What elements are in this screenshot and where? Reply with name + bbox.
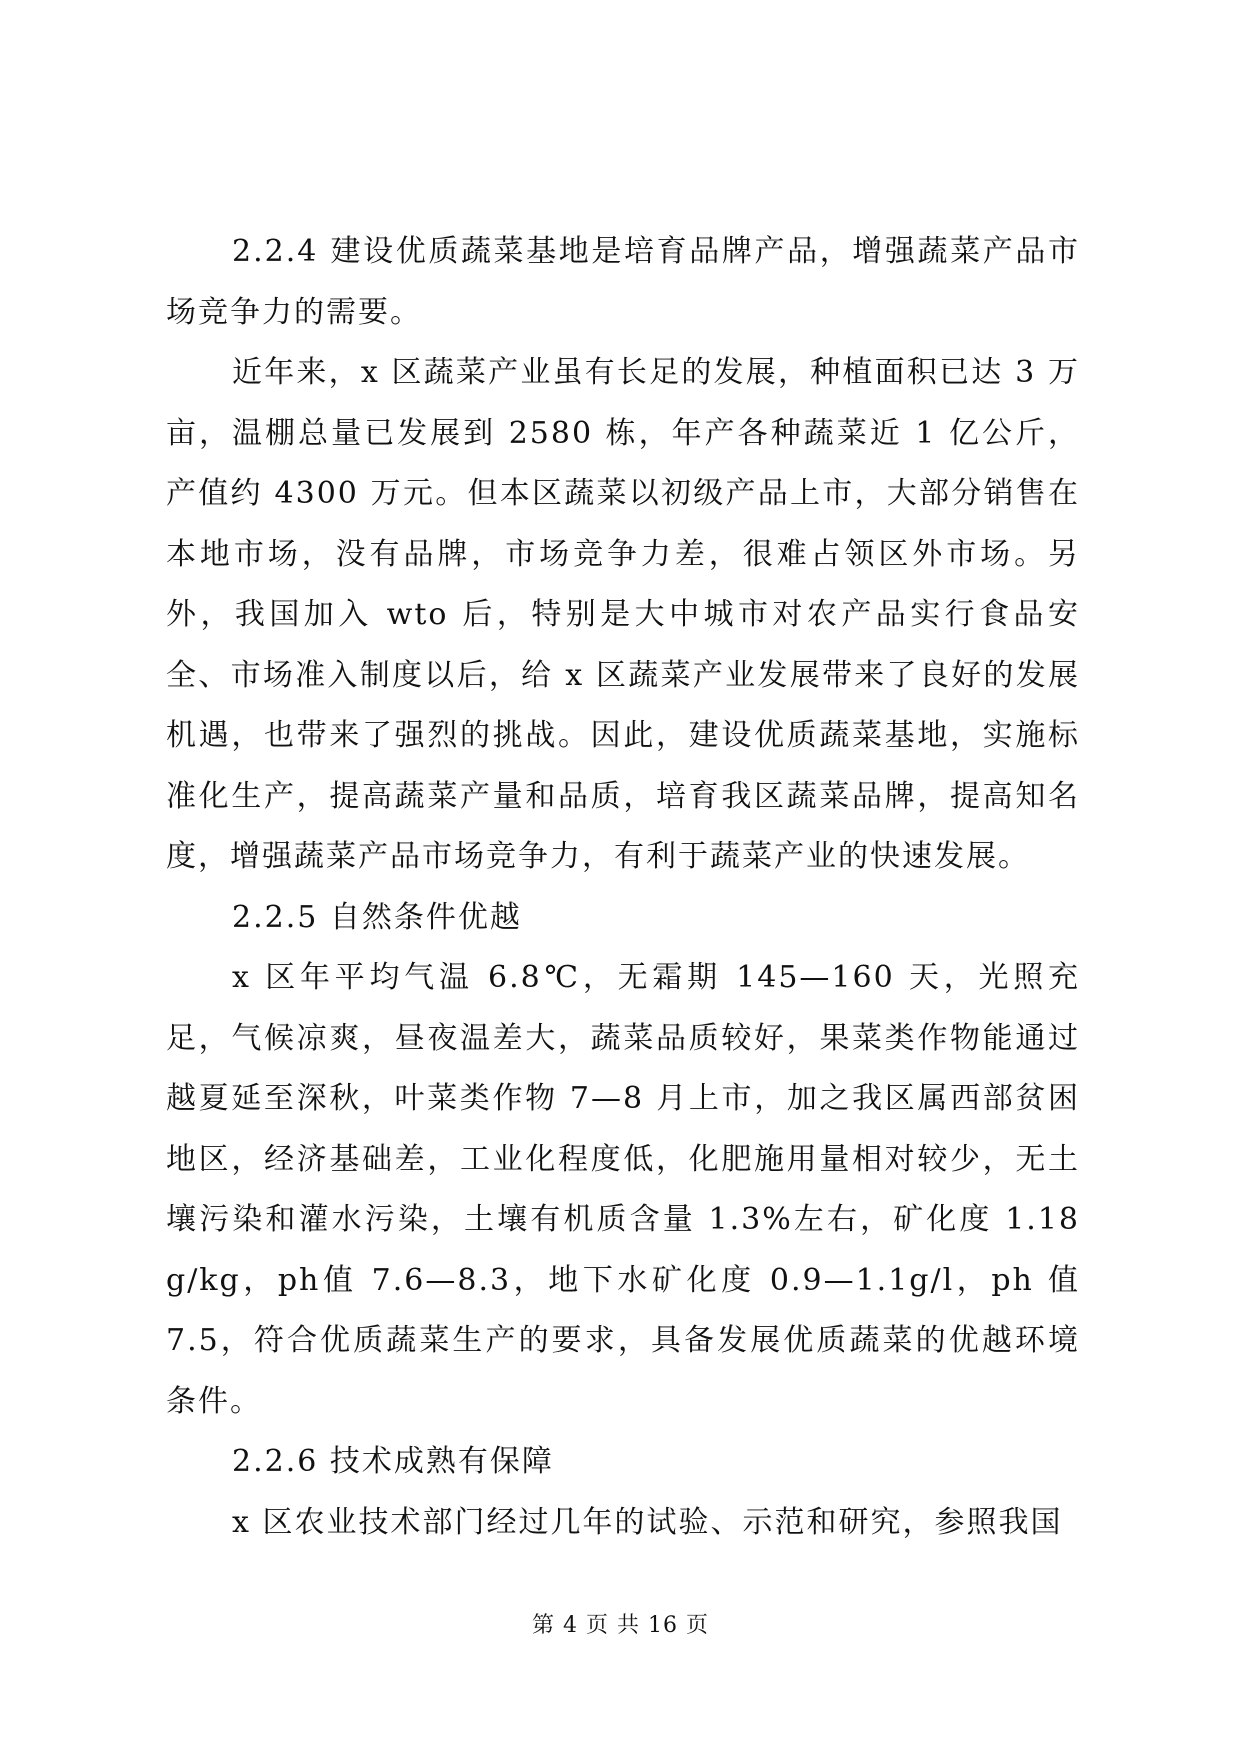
section-heading-2-2-5: 2.2.5 自然条件优越 bbox=[232, 899, 522, 935]
section-heading-2-2-4: 2.2.4 建设优质蔬菜基地是培育品牌产品，增强蔬菜产品市场竞争力的需要。 bbox=[166, 234, 1080, 330]
paragraph-natural-conditions: x 区年平均气温 6.8℃，无霜期 145—160 天，光照充足，气候凉爽，昼夜温差大，蔬菜品质较好，果菜类作物能通过越夏延至深秋，叶菜类作物 7—8 月上市，加之我区属西部贫困地区，经济基础差，工业化程度低，化肥施用量相对较少，无土壤污染和灌水污染，土壤有机质含量 1.3%左右，矿化度 1.18g/kg，ph值 7.6—8.3，地下水矿化度 0.9—1.1g/l，ph 值 7.5，符合优质蔬菜生产的要求，具备发展优质蔬菜的优越环境条件。 bbox=[166, 960, 1080, 1419]
paragraph-market-competitiveness: 近年来，x 区蔬菜产业虽有长足的发展，种植面积已达 3 万亩，温棚总量已发展到 2580 栋，年产各种蔬菜近 1 亿公斤，产值约 4300 万元。但本区蔬菜以初级产品上市，大部分销售在本地市场，没有品牌，市场竞争力差，很难占领区外市场。另外，我国加入 wto 后，特别是大中城市对农产品实行食品安全、市场准入制度以后，给 x 区蔬菜产业发展带来了良好的发展机遇，也带来了强烈的挑战。因此，建设优质蔬菜基地，实施标准化生产，提高蔬菜产量和品质，培育我区蔬菜品牌，提高知名度，增强蔬菜产品市场竞争力，有利于蔬菜产业的快速发展。 bbox=[166, 355, 1080, 874]
page-number-footer: 第 4 页 共 16 页 bbox=[532, 1613, 709, 1638]
document-body bbox=[166, 222, 1080, 1553]
section-heading-2-2-6: 2.2.6 技术成熟有保障 bbox=[232, 1444, 554, 1479]
paragraph-technology: x 区农业技术部门经过几年的试验、示范和研究，参照我国 bbox=[232, 1504, 1063, 1540]
